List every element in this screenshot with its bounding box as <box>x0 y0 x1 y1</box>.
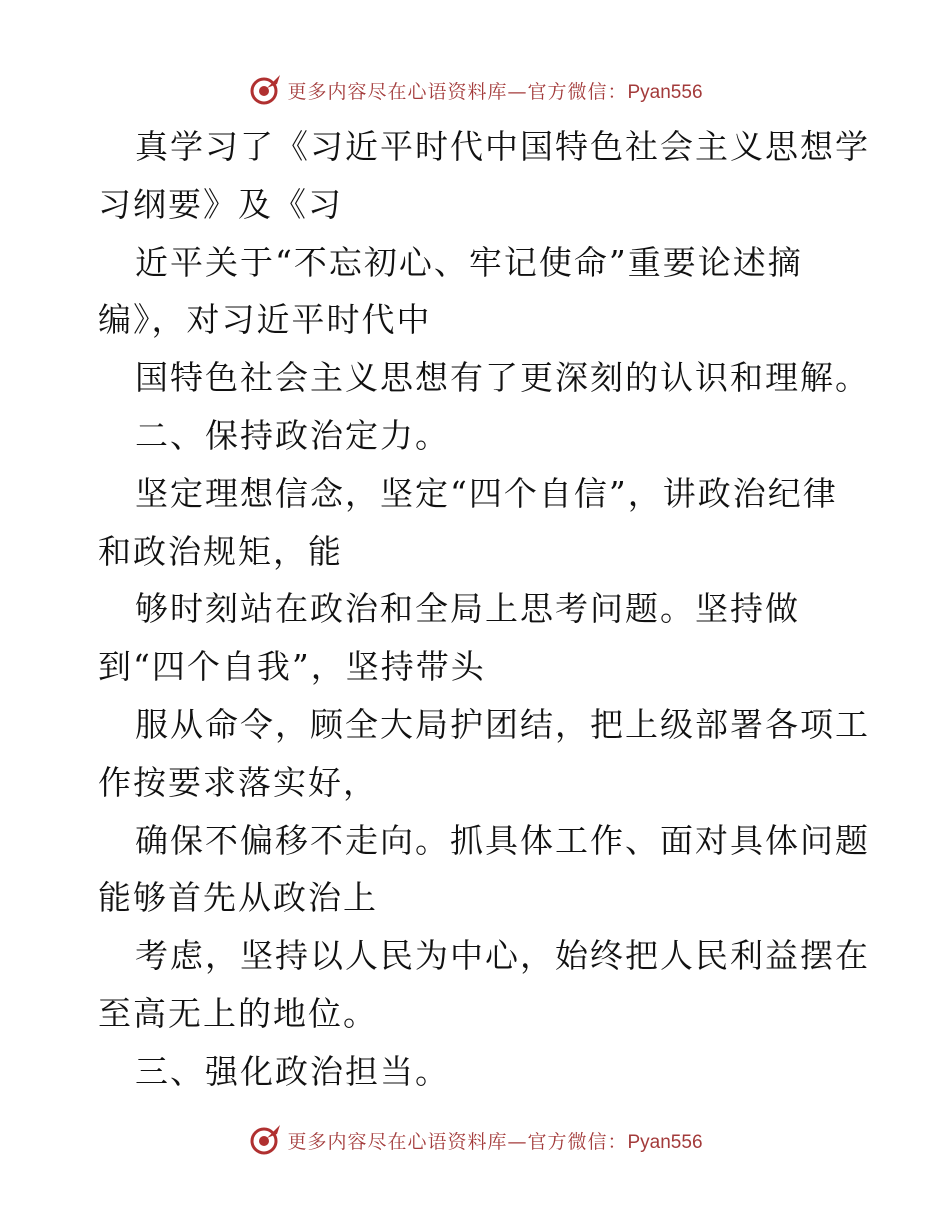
text-line: 到“四个自我”，坚持带头 <box>98 647 486 687</box>
text-line: 习纲要》及《习 <box>98 184 343 224</box>
document-body <box>98 118 870 1101</box>
text-line: 二、保持政治定力。 <box>135 415 450 455</box>
text-line: 至高无上的地位。 <box>98 993 378 1033</box>
text-line: 考虑，坚持以人民为中心，始终把人民利益摆在 <box>135 936 870 976</box>
text-line: 三、强化政治担当。 <box>135 1051 450 1091</box>
text-line: 坚定理想信念，坚定“四个自信”，讲政治纪律 <box>135 473 838 513</box>
text-line: 和政治规矩，能 <box>98 531 343 571</box>
text-line: 作按要求落实好， <box>98 762 378 802</box>
text-line: 近平关于“不忘初心、牢记使命”重要论述摘 <box>135 242 803 282</box>
footer-watermark <box>0 1120 950 1160</box>
text-line: 能够首先从政治上 <box>98 878 378 918</box>
quill-logo-icon <box>247 1122 283 1158</box>
header-watermark <box>0 70 950 110</box>
text-line: 真学习了《习近平时代中国特色社会主义思想学 <box>135 127 870 166</box>
watermark-text: 更多内容尽在心语资料库—官方微信：Pyan556 <box>287 1130 703 1153</box>
text-line: 服从命令，顾全大局护团结，把上级部署各项工 <box>135 704 870 744</box>
text-line: 国特色社会主义思想有了更深刻的认识和理解。 <box>135 358 870 398</box>
text-line: 确保不偏移不走向。抓具体工作、面对具体问题 <box>135 820 870 860</box>
quill-logo-icon <box>247 72 283 108</box>
watermark-text: 更多内容尽在心语资料库—官方微信：Pyan556 <box>287 80 703 103</box>
text-line: 够时刻站在政治和全局上思考问题。坚持做 <box>135 589 800 629</box>
text-line: 编》，对习近平时代中 <box>98 300 432 340</box>
